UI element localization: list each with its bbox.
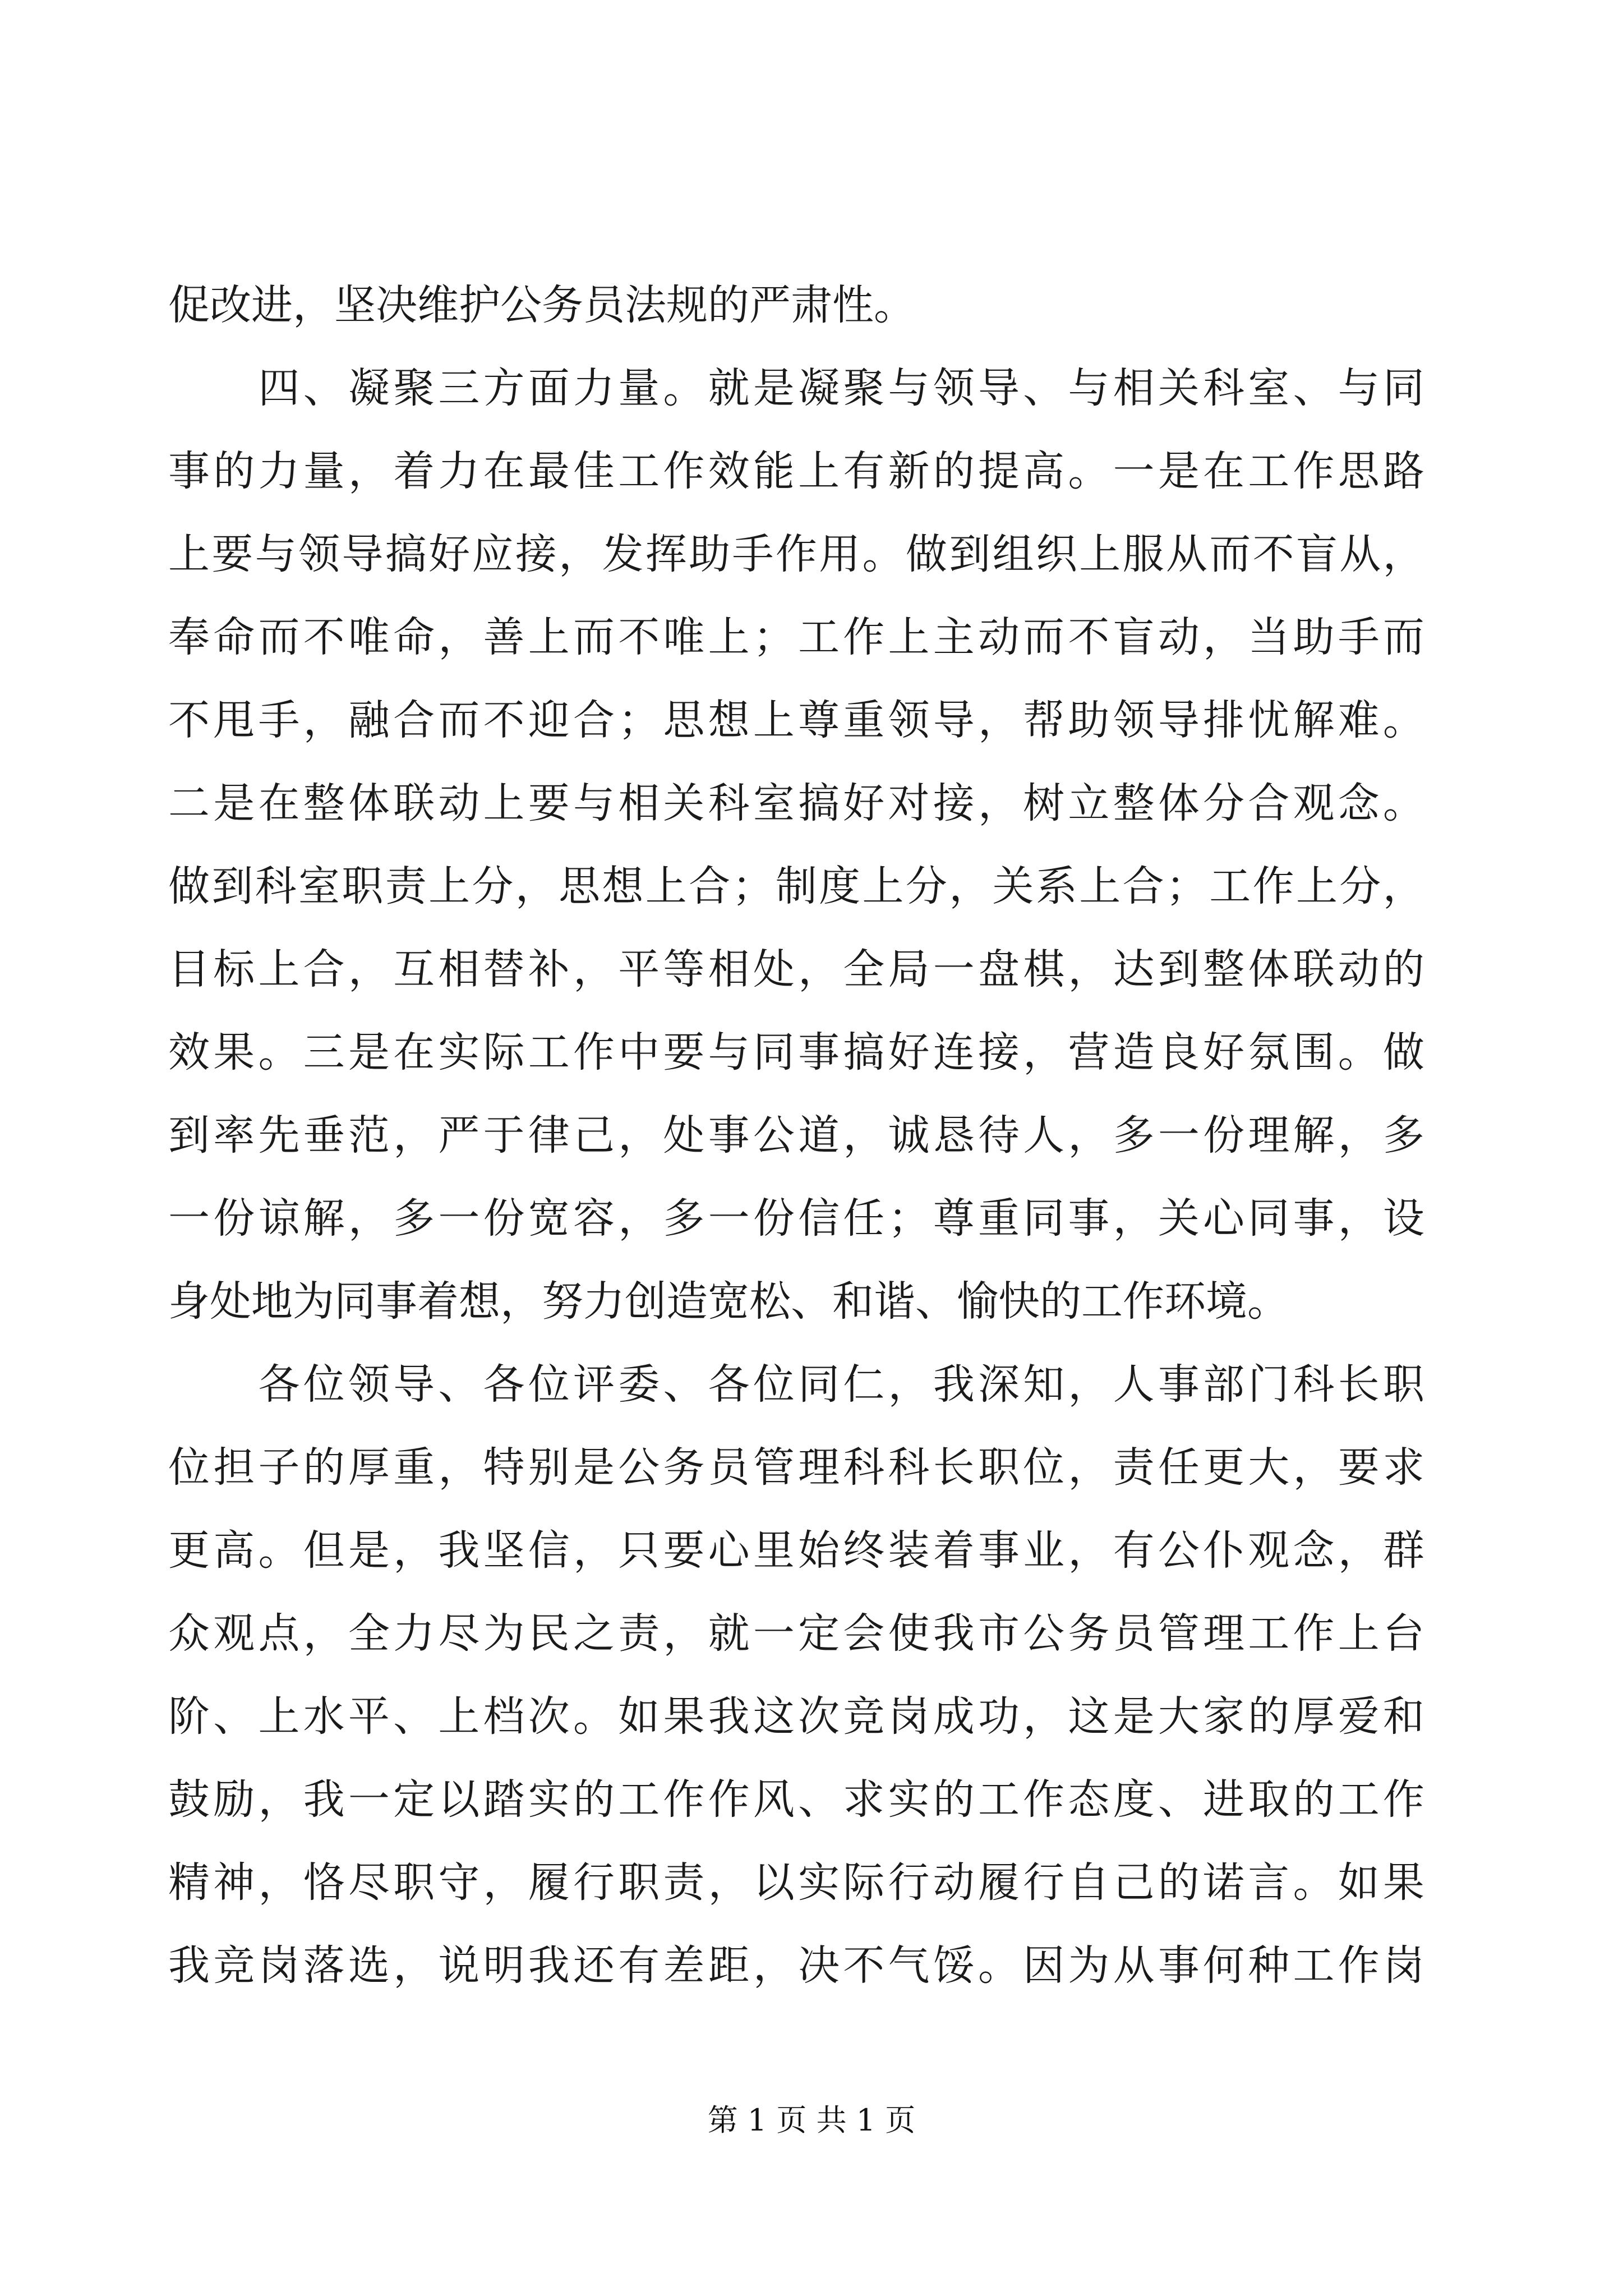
text-line: 二 是 在 整 体 联 动 上 要 与 相 关 科 室 搞 好 对 接 ， 树 立 整 体 分 合 观 念 。 [168, 779, 1424, 827]
text-line: 做 到 科 室 职 责 上 分 ， 思 想 上 合 ； 制 度 上 分 ， 关 系 上 合 ； 工 作 上 分 ， [168, 862, 1424, 910]
text-line: 促改进，坚决维护公务员法规的严肃性。 [168, 281, 915, 329]
text-line: 众 观 点 ， 全 力 尽 为 民 之 责 ， 就 一 定 会 使 我 市 公 务 员 管 理 工 作 上 台 [168, 1609, 1424, 1658]
text-line: 一 份 谅 解 ， 多 一 份 宽 容 ， 多 一 份 信 任 ； 尊 重 同 事 ， 关 心 同 事 ， 设 [168, 1194, 1424, 1243]
text-line: 位 担 子 的 厚 重 ， 特 别 是 公 务 员 管 理 科 科 长 职 位 ， 责 任 更 大 ， 要 求 [168, 1443, 1424, 1492]
text-line: 更 高 。 但 是 ， 我 坚 信 ， 只 要 心 里 始 终 装 着 事 业 ， 有 公 仆 观 念 ， 群 [168, 1526, 1424, 1575]
text-line: 不 甩 手 ， 融 合 而 不 迎 合 ； 思 想 上 尊 重 领 导 ， 帮 助 领 导 排 忧 解 难 。 [168, 696, 1424, 744]
text-line: 精 神 ， 恪 尽 职 守 ， 履 行 职 责 ， 以 实 际 行 动 履 行 自 己 的 诺 言 。 如 果 [168, 1858, 1424, 1907]
text-line: 事 的 力 量 ， 着 力 在 最 佳 工 作 效 能 上 有 新 的 提 高 。 一 是 在 工 作 思 路 [168, 447, 1424, 495]
body-text [168, 264, 1424, 2007]
text-line: 上 要 与 领 导 搞 好 应 接 ， 发 挥 助 手 作 用 。 做 到 组 织 上 服 从 而 不 盲 从 ， [168, 530, 1424, 578]
text-line: 各 位 领 导 、 各 位 评 委 、 各 位 同 仁 ， 我 深 知 ， 人 事 部 门 科 长 职 [258, 1360, 1424, 1409]
text-line: 到 率 先 垂 范 ， 严 于 律 己 ， 处 事 公 道 ， 诚 恳 待 人 ， 多 一 份 理 解 ， 多 [168, 1111, 1424, 1159]
text-line: 阶 、 上 水 平 、 上 档 次 。 如 果 我 这 次 竞 岗 成 功 ， 这 是 大 家 的 厚 爱 和 [168, 1692, 1424, 1741]
text-line: 身处地为同事着想，努力创造宽松、和谐、愉快的工作环境。 [168, 1277, 1289, 1326]
page-footer: 第 1 页 共 1 页 [707, 2102, 916, 2138]
text-line: 奉 命 而 不 唯 命 ， 善 上 而 不 唯 上 ； 工 作 上 主 动 而 不 盲 动 ， 当 助 手 而 [168, 613, 1424, 661]
text-line: 鼓 励 ， 我 一 定 以 踏 实 的 工 作 作 风 、 求 实 的 工 作 态 度 、 进 取 的 工 作 [168, 1775, 1424, 1824]
text-line: 目 标 上 合 ， 互 相 替 补 ， 平 等 相 处 ， 全 局 一 盘 棋 ， 达 到 整 体 联 动 的 [168, 945, 1424, 993]
text-line: 四 、 凝 聚 三 方 面 力 量 。 就 是 凝 聚 与 领 导 、 与 相 关 科 室 、 与 同 [258, 364, 1424, 412]
text-line: 效 果 。 三 是 在 实 际 工 作 中 要 与 同 事 搞 好 连 接 ， 营 造 良 好 氛 围 。 做 [168, 1028, 1424, 1076]
text-line: 我 竞 岗 落 选 ， 说 明 我 还 有 差 距 ， 决 不 气 馁 。 因 为 从 事 何 种 工 作 岗 [168, 1941, 1424, 1990]
